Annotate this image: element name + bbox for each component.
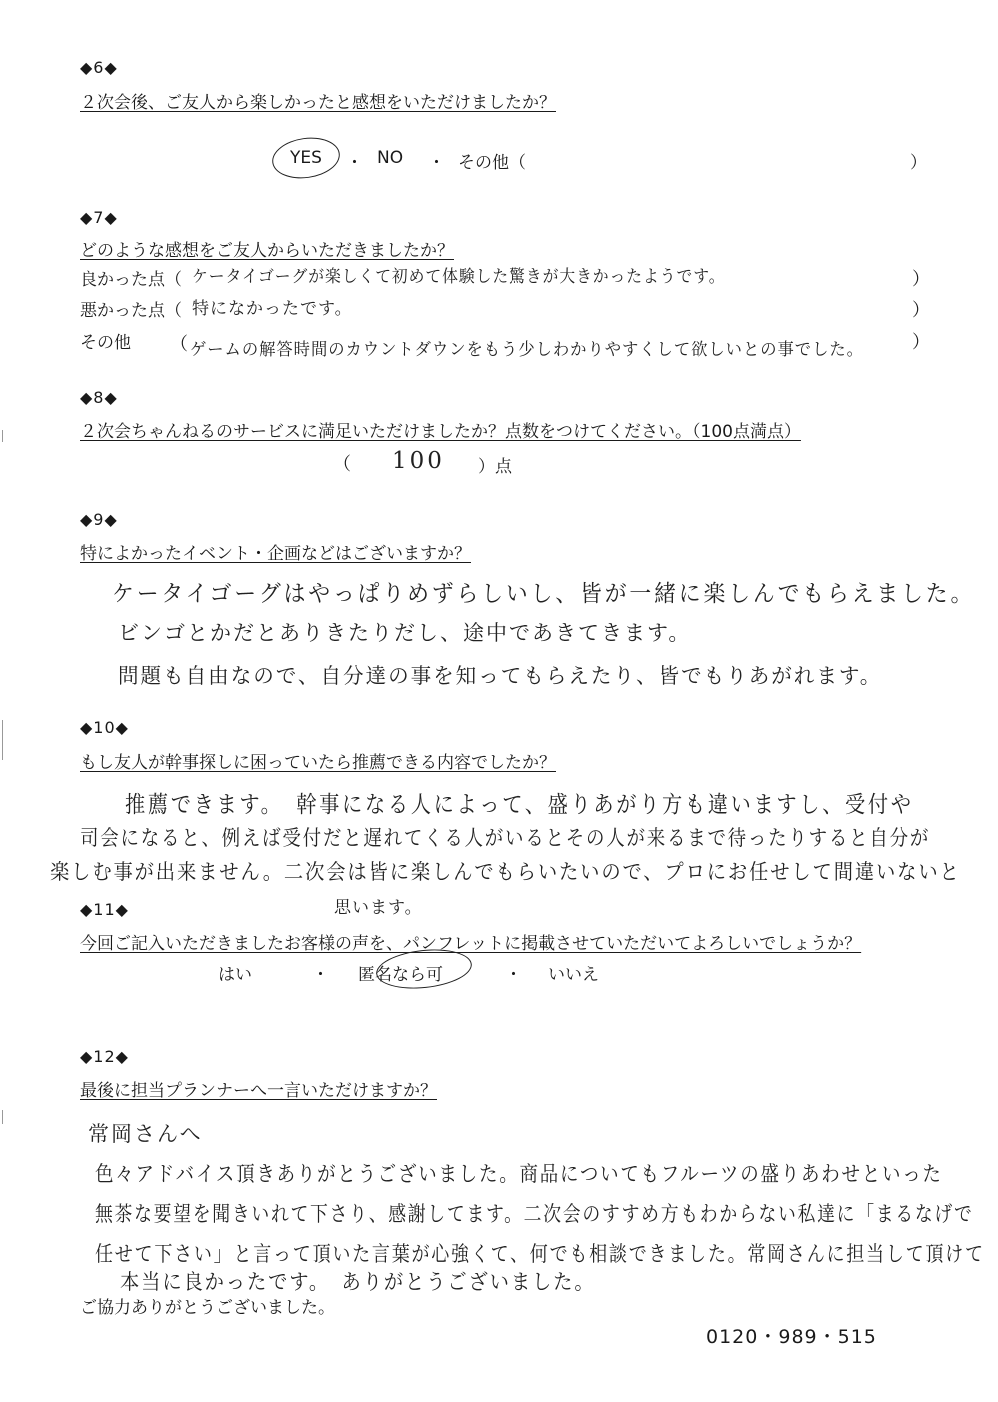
q10-answer-line: 楽しむ事が出来ません。二次会は皆に楽しんでもらいたいので、プロにお任せして間違いないと xyxy=(50,860,961,884)
good-points-answer: ケータイゴーグが楽しくて初めて体験した驚きが大きかったようです。 xyxy=(192,267,726,287)
margin-tick xyxy=(2,720,3,760)
question-6-number: ◆6◆ xyxy=(80,58,118,77)
q9-answer-line: ビンゴとかだとありきたりだし、途中であきてきます。 xyxy=(118,621,692,645)
option-other-close: ） xyxy=(910,153,927,173)
score-open: （ xyxy=(333,454,351,475)
question-7-text: どのような感想をご友人からいただきましたか？ xyxy=(80,241,454,261)
option-yes: はい xyxy=(218,965,252,985)
other-label: その他 xyxy=(80,333,131,353)
margin-tick xyxy=(2,1110,3,1124)
question-7-number: ◆7◆ xyxy=(80,208,118,227)
question-11-text: 今回ご記入いただきましたお客様の声を、パンフレットに掲載させていただいてよろしいでしょうか？ xyxy=(80,934,862,954)
q12-answer-line: 本当に良かったです。 ありがとうございました。 xyxy=(120,1270,596,1294)
q9-answer-line: 問題も自由なので、自分達の事を知ってもらえたり、皆でもりあがれます。 xyxy=(118,664,883,688)
q12-answer-line: 色々アドバイス頂きありがとうございました。商品についてもフルーツの盛りあわせといった xyxy=(95,1162,943,1186)
other-open: （ xyxy=(170,334,188,355)
option-no: NO xyxy=(377,148,404,168)
question-8-number: ◆8◆ xyxy=(80,388,118,407)
option-yes: YES xyxy=(290,148,322,168)
q12-greeting: 常岡さんへ xyxy=(88,1122,203,1146)
q10-answer-line: 思います。 xyxy=(334,898,423,918)
thanks-message: ご協力ありがとうございました。 xyxy=(80,1298,335,1318)
q12-answer-line: 任せて下さい」と言って頂いた言葉が心強くて、何でも相談できました。常岡さんに担当して頂けて xyxy=(95,1242,985,1266)
score-value: 100 xyxy=(392,448,445,474)
margin-tick xyxy=(2,430,3,442)
question-11-number: ◆11◆ xyxy=(80,900,129,919)
question-9-number: ◆9◆ xyxy=(80,510,118,529)
question-12-text: 最後に担当プランナーへ一言いただけますか？ xyxy=(80,1081,437,1101)
option-separator: ・ xyxy=(505,965,522,985)
q12-answer-line: 無茶な要望を聞きいれて下さり、感謝してます。二次会のすすめ方もわからない私達に「まるなげで xyxy=(95,1202,974,1226)
option-no: いいえ xyxy=(548,965,599,985)
bad-points-label: 悪かった点（ xyxy=(80,301,182,321)
option-separator: ・ xyxy=(346,153,363,173)
score-close: ）点 xyxy=(478,457,512,477)
question-8-text: ２次会ちゃんねるのサービスに満足いただけましたか？点数をつけてください。（100点満点） xyxy=(80,422,801,442)
bad-points-close: ） xyxy=(912,300,930,321)
question-10-text: もし友人が幹事探しに困っていたら推薦できる内容でしたか？ xyxy=(80,753,556,773)
option-other: その他（ xyxy=(458,153,526,173)
option-anonymous: 匿名なら可 xyxy=(358,965,443,985)
q9-answer-line: ケータイゴーグはやっぱりめずらしいし、皆が一緒に楽しんでもらえました。 xyxy=(112,581,976,607)
good-points-close: ） xyxy=(912,269,930,290)
question-12-number: ◆12◆ xyxy=(80,1047,129,1066)
question-9-text: 特によかったイベント・企画などはございますか？ xyxy=(80,544,471,564)
option-separator: ・ xyxy=(312,965,329,985)
good-points-label: 良かった点（ xyxy=(80,270,182,290)
bad-points-answer: 特になかったです。 xyxy=(192,299,353,319)
other-close: ） xyxy=(912,332,930,353)
option-separator: ・ xyxy=(428,153,445,173)
other-answer: ゲームの解答時間のカウントダウンをもう少しわかりやすくして欲しいとの事でした。 xyxy=(190,340,864,360)
question-10-number: ◆10◆ xyxy=(80,718,129,737)
phone-number: 0120・989・515 xyxy=(706,1326,877,1348)
q10-answer-line: 司会になると、例えば受付だと遅れてくる人がいるとその人が来るまで待ったりすると自分が xyxy=(80,826,931,850)
q10-answer-line: 推薦できます。 幹事になる人によって、盛りあがり方も違いますし、受付や xyxy=(125,792,914,818)
question-6-text: ２次会後、ご友人から楽しかったと感想をいただけましたか？ xyxy=(80,93,556,113)
